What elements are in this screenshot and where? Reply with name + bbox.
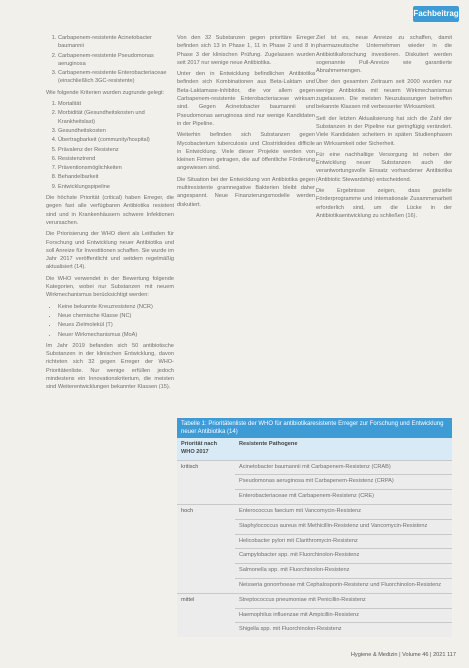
list-item: • Neues Zielmolekül (T) xyxy=(58,321,174,329)
pathogen-cell: Haemophilus influenzae mit Ampicillin-Resistenz xyxy=(235,608,452,623)
list-item: • Keine bekannte Kreuzresistenz (NCR) xyxy=(58,303,174,311)
list-item: 6. Resistenztrend xyxy=(58,155,174,163)
list-item: 9. Entwicklungspipeline xyxy=(58,183,174,191)
list-item: 4. Übertragbarkeit (community/hospital) xyxy=(58,136,174,144)
pathogen-cell: Helicobacter pylori mit Clarithromycin-Resistenz xyxy=(235,534,452,549)
body-paragraph: Von den 32 Substanzen gegen prioritäre Erreger befinden sich 13 in Phase 1, 11 in Phase 2 und 8 in Phase 3 der klinischen Prüfung. Zugelassen wurden seit 2017 nur wenige neue Antibiotika. xyxy=(177,35,315,66)
table xyxy=(177,438,452,637)
priority-cell: hoch xyxy=(177,504,235,593)
innovation-criteria-list xyxy=(46,303,174,339)
pathogen-cell: Campylobacter spp. mit Fluorchinolon-Resistenz xyxy=(235,549,452,564)
body-paragraph: Für eine nachhaltige Versorgung ist neben der Entwicklung neuer Substanzen auch der verantwortungsvolle Einsatz vorhandener Antibiotika (Antibiotic Stewardship) entscheidend. xyxy=(316,151,452,183)
body-paragraph: Die Ergebnisse zeigen, dass gezielte Förderprogramme und internationale Zusammenarbeit erforderlich sind, um die Lücke in der Antibiotikaentwicklung zu schließen (16). xyxy=(316,188,452,219)
list-item: 7. Präventionsmöglichkeiten xyxy=(58,164,174,172)
table-row xyxy=(177,593,452,608)
priority-cell: kritisch xyxy=(177,460,235,504)
body-paragraph: Über den gesamten Zeitraum seit 2000 wurden nur wenige Antibiotika mit neuem Wirkmechanismus zugelassen. Die meisten Neuzulassungen betreffen bekannte Klassen mit verbesserter Wirksamkeit. xyxy=(316,79,452,111)
journal-info: Hygiene & Medizin | Volume 46 | 2021 xyxy=(350,652,446,658)
table-caption: Tabelle 1: Prioritätenliste der WHO für antibiotikaresistente Erreger zur Forschung und Entwicklung neuer Antibiotika (14) xyxy=(177,418,452,438)
pathogen-cell: Salmonella spp. mit Fluorchinolon-Resistenz xyxy=(235,564,452,579)
list-item: 8. Behandelbarkeit xyxy=(58,173,174,181)
table-row xyxy=(177,504,452,519)
list-item: • Neue chemische Klasse (NC) xyxy=(58,312,174,320)
list-item: • Neuer Wirkmechanismus (MoA) xyxy=(58,331,174,339)
section-tag: Fachbeitrag xyxy=(413,6,459,22)
pathogen-cell: Streptococcus pneumoniae mit Penicillin-Resistenz xyxy=(235,593,452,608)
priority-table xyxy=(177,418,452,637)
pathogen-ordered-list xyxy=(46,34,174,86)
pathogen-cell: Pseudomonas aeruginosa mit Carbapenem-Resistenz (CRPA) xyxy=(235,475,452,490)
list-item: 2. Morbidität (Gesundheitskosten und Krankheitslast) xyxy=(58,109,174,126)
table-row xyxy=(177,460,452,475)
body-paragraph: Seit der letzten Aktualisierung hat sich die Zahl der Substanzen in der Pipeline nur geringfügig verändert. Viele Kandidaten scheitern in späten Studienphasen an Wirksamkeit oder Sicherheit. xyxy=(316,115,452,147)
body-paragraph: Im Jahr 2019 befanden sich 50 antibiotische Substanzen in der klinischen Entwicklung, davon richteten sich 32 gegen Erreger der WHO-Prioritätenliste. Nur wenige erfüllen jedoch mindestens ein Innovationskriterium, die meisten sind Weiterentwicklungen bekannter Klassen (15). xyxy=(46,342,174,391)
column-header: Resistente Pathogene xyxy=(235,438,452,460)
list-item: 1. Carbapenem-resistente Acinetobacter baumannii xyxy=(58,34,174,51)
body-paragraph: Unter den in Entwicklung befindlichen Antibiotika befinden sich Kombinationen aus Beta-Laktam und Beta-Laktamase-Inhibitor, die vor allem gegen Carbapenem-resistente Enterobacteriaceae wirksam sind. Gegen Acinetobacter baumannii und Pseudomonas aeruginosa sind nur wenige Kandidaten in der Pipeline. xyxy=(177,71,315,127)
list-item: 3. Carbapenem-resistente Enterobacteriaceae (einschließlich 3GC-resistente) xyxy=(58,69,174,86)
body-paragraph: Die höchste Priorität (critical) haben Erreger, die gegen fast alle verfügbaren Antibiotika resistent sind und in Krankenhäusern schwere Infektionen verursachen. xyxy=(46,195,174,226)
pathogen-cell: Staphylococcus aureus mit Methicillin-Resistenz und Vancomycin-Resistenz xyxy=(235,519,452,534)
body-paragraph: Die WHO verwendet in der Bewertung folgende Kategorien, wobei nur Substanzen mit neuem Wirkmechanismus berücksichtigt werden: xyxy=(46,275,174,299)
pathogen-cell: Shigella spp. mit Fluorchinolon-Resistenz xyxy=(235,623,452,637)
pathogen-cell: Enterobacteriaceae mit Carbapenem-Resistenz (CRE) xyxy=(235,490,452,505)
criteria-intro: Wie folgende Kriterien wurden zugrunde gelegt: xyxy=(46,89,165,96)
list-item: 3. Gesundheitskosten xyxy=(58,127,174,135)
page-number: 117 xyxy=(447,652,456,658)
column-left xyxy=(46,34,174,395)
page-footer xyxy=(316,652,456,658)
list-item: 2. Carbapenem-resistente Pseudomonas aeruginosa xyxy=(58,52,174,69)
pathogen-cell: Acinetobacter baumannii mit Carbapenem-Resistenz (CRAB) xyxy=(235,460,452,475)
body-paragraph: Die Situation bei der Entwicklung von Antibiotika gegen multiresistente gramnegative Bakterien bleibt daher angespannt. Neue Finanzierungsmodelle werden diskutiert. xyxy=(177,176,315,208)
list-item: 5. Prävalenz der Resistenz xyxy=(58,146,174,154)
body-paragraph: Die Priorisierung der WHO dient als Leitfaden für Forschung und Entwicklung neuer Antibiotika und soll Anreize für Investitionen schaffen. Sie wurde im Jahr 2017 veröffentlicht und seitdem regelmäßig aktualisiert (14). xyxy=(46,231,174,271)
column-right xyxy=(316,34,452,223)
pathogen-cell: Enterococcus faecium mit Vancomycin-Resistenz xyxy=(235,504,452,519)
list-item: 1. Mortalität xyxy=(58,100,174,108)
table-header-row xyxy=(177,438,452,460)
pathogen-cell: Neisseria gonorrhoeae mit Cephalosporin-Resistenz und Fluorchinolon-Resistenz xyxy=(235,578,452,593)
body-paragraph: Ziel ist es, neue Anreize zu schaffen, damit pharmazeutische Unternehmen wieder in die Antibiotikaforschung investieren. Diskutiert werden sogenannte Pull-Anreize wie garantierte Abnahmemengen. xyxy=(316,35,452,75)
column-middle xyxy=(177,34,315,212)
column-header: Priorität nach WHO 2017 xyxy=(177,438,235,460)
priority-cell: mittel xyxy=(177,593,235,637)
body-paragraph: Weiterhin befinden sich Substanzen gegen Mycobacterium tuberculosis und Clostridioides difficile in Entwicklung. Viele dieser Projekte werden von kleinen Firmen getragen, die auf öffentliche Förderung angewiesen sind. xyxy=(177,132,315,172)
criteria-list xyxy=(46,100,174,191)
